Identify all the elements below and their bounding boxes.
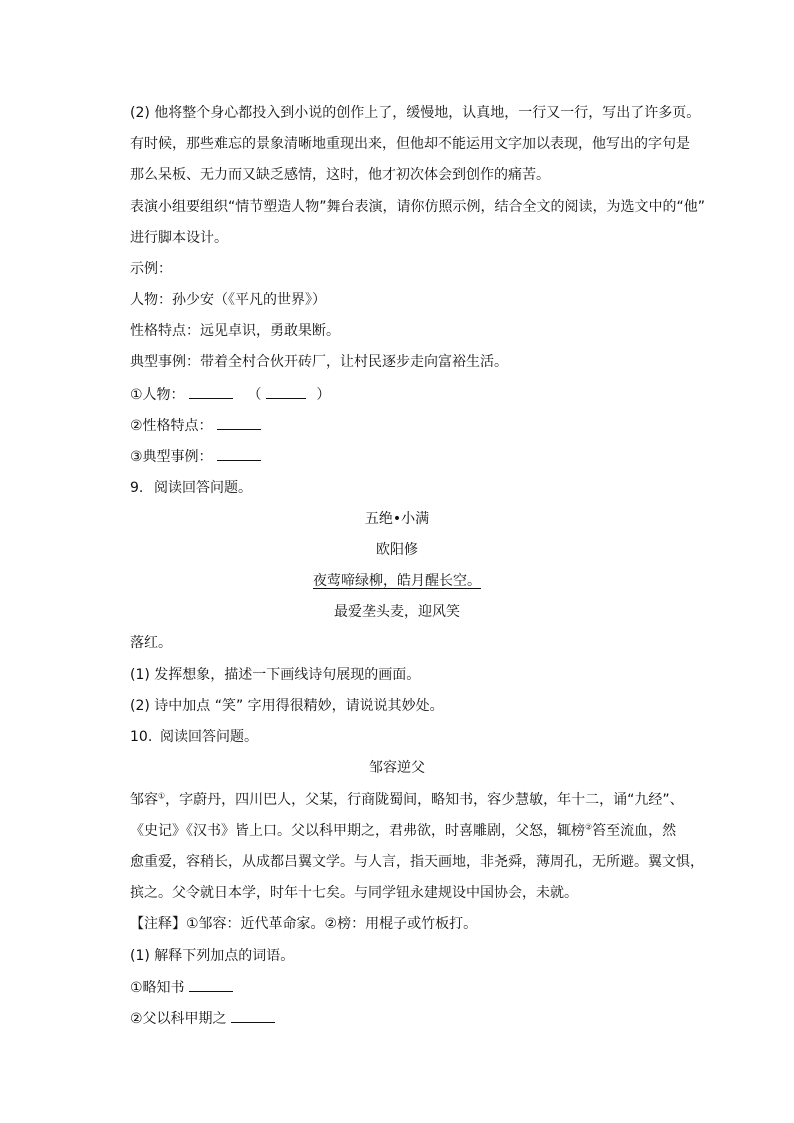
q10-item2 bbox=[130, 1008, 730, 1029]
passage-line1-rest: ，字蔚丹，四川巴人，父某，行商陇蜀间，略知书，容少慧敏，年十二，诵“九经”、 bbox=[165, 792, 684, 808]
passage-title: 邹容逆父 bbox=[369, 760, 425, 776]
q8-p2-line3: 那么呆板、无力而又缺乏感情，这时，他才初次体会到创作的痛苦。 bbox=[130, 167, 550, 183]
paren-open: （ bbox=[247, 387, 262, 403]
q8-p2-line2: 有时候，那些难忘的景象清晰地重现出来，但他却不能运用文字加以表现，他写出的字句是 bbox=[130, 136, 690, 152]
answer-trait-blank[interactable] bbox=[217, 415, 261, 430]
passage-line3: 愈重爱，容稍长，从成都吕翼文学。与人言，指天画地，非尧舜，薄周孔，无所避。翼文惧， bbox=[130, 854, 704, 870]
q8-example-person: 人物：孙少安（《平凡的世界》） bbox=[130, 292, 326, 308]
passage-line2 bbox=[130, 821, 730, 841]
answer-person-blank[interactable] bbox=[189, 384, 233, 399]
q8-example-trait: 性格特点：远见卓识，勇敢果断。 bbox=[130, 323, 340, 339]
paren-close: ） bbox=[316, 387, 331, 403]
q9-prompt: 阅读回答问题。 bbox=[154, 480, 252, 496]
q8-answer-person bbox=[130, 384, 730, 405]
q9-number: 9. bbox=[130, 480, 144, 496]
q9-header bbox=[130, 478, 730, 498]
passage-line4: 摈之。父令就日本学，时年十七矣。与同学钮永建规设中国协会，未就。 bbox=[130, 885, 578, 901]
passage-line2-rest: 笞至流血，然 bbox=[592, 823, 677, 839]
answer-event-blank[interactable] bbox=[217, 446, 261, 461]
answer-person-label: ①人物： bbox=[130, 387, 185, 403]
poem-line2: 最爱垄头麦，迎风笑 bbox=[334, 604, 460, 620]
item2-label: ②父以科甲期之 bbox=[130, 1011, 227, 1027]
item1-blank[interactable] bbox=[189, 977, 233, 992]
poem-author: 欧阳修 bbox=[376, 542, 418, 558]
answer-trait-label: ②性格特点： bbox=[130, 418, 213, 434]
q10-prompt: 阅读回答问题。 bbox=[160, 729, 258, 745]
q10-header bbox=[130, 727, 730, 747]
q10-number: 10. bbox=[130, 729, 153, 745]
poem-title: 五绝•小满 bbox=[364, 511, 430, 527]
note-mark-2: ② bbox=[585, 822, 593, 832]
q8-example-event: 典型事例：带着全村合伙开砖厂，让村民逐步走向富裕生活。 bbox=[130, 354, 508, 370]
poem-line3: 落红。 bbox=[130, 635, 172, 651]
answer-event-label: ③典型事例： bbox=[130, 449, 213, 465]
passage-line2-start: 《史记》《汉书》皆上口。父以科甲期之，君弗欲，时喜雕剧，父怒，辄榜 bbox=[130, 823, 585, 839]
q8-example-label: 示例： bbox=[130, 261, 172, 277]
poem-line1 bbox=[0, 571, 794, 591]
q8-task-line1: 表演小组要组织“情节塑造人物”舞台表演，请你仿照示例，结合全文的阅读，为选文中的“他” bbox=[130, 199, 706, 215]
item2-blank[interactable] bbox=[231, 1008, 275, 1023]
item1-label: ①略知书 bbox=[130, 980, 185, 996]
poem-underlined-line: 夜莺啼绿柳，皓月醒长空。 bbox=[313, 573, 481, 589]
annotation: 【注释】①邹容：近代革命家。②榜：用棍子或竹板打。 bbox=[130, 916, 478, 932]
q8-task-line2: 进行脚本设计。 bbox=[130, 230, 228, 246]
q9-sub2: (2) 诗中加点 “笑” 字用得很精妙，请说说其妙处。 bbox=[130, 698, 444, 714]
q8-answer-event bbox=[130, 446, 730, 467]
passage-line1-start: 邹容 bbox=[130, 792, 158, 808]
q9-sub1: (1) 发挥想象，描述一下画线诗句展现的画面。 bbox=[130, 667, 421, 683]
note-mark-1: ① bbox=[158, 791, 166, 801]
q10-sub1: (1) 解释下列加点的词语。 bbox=[130, 948, 295, 964]
answer-work-blank[interactable] bbox=[266, 384, 306, 399]
q8-p2-line1: (2) 他将整个身心都投入到小说的创作上了，缓慢地，认真地，一行又一行，写出了许多页。 bbox=[130, 105, 701, 121]
passage-line1 bbox=[130, 790, 730, 810]
q10-item1 bbox=[130, 977, 730, 998]
q8-answer-trait bbox=[130, 415, 730, 436]
